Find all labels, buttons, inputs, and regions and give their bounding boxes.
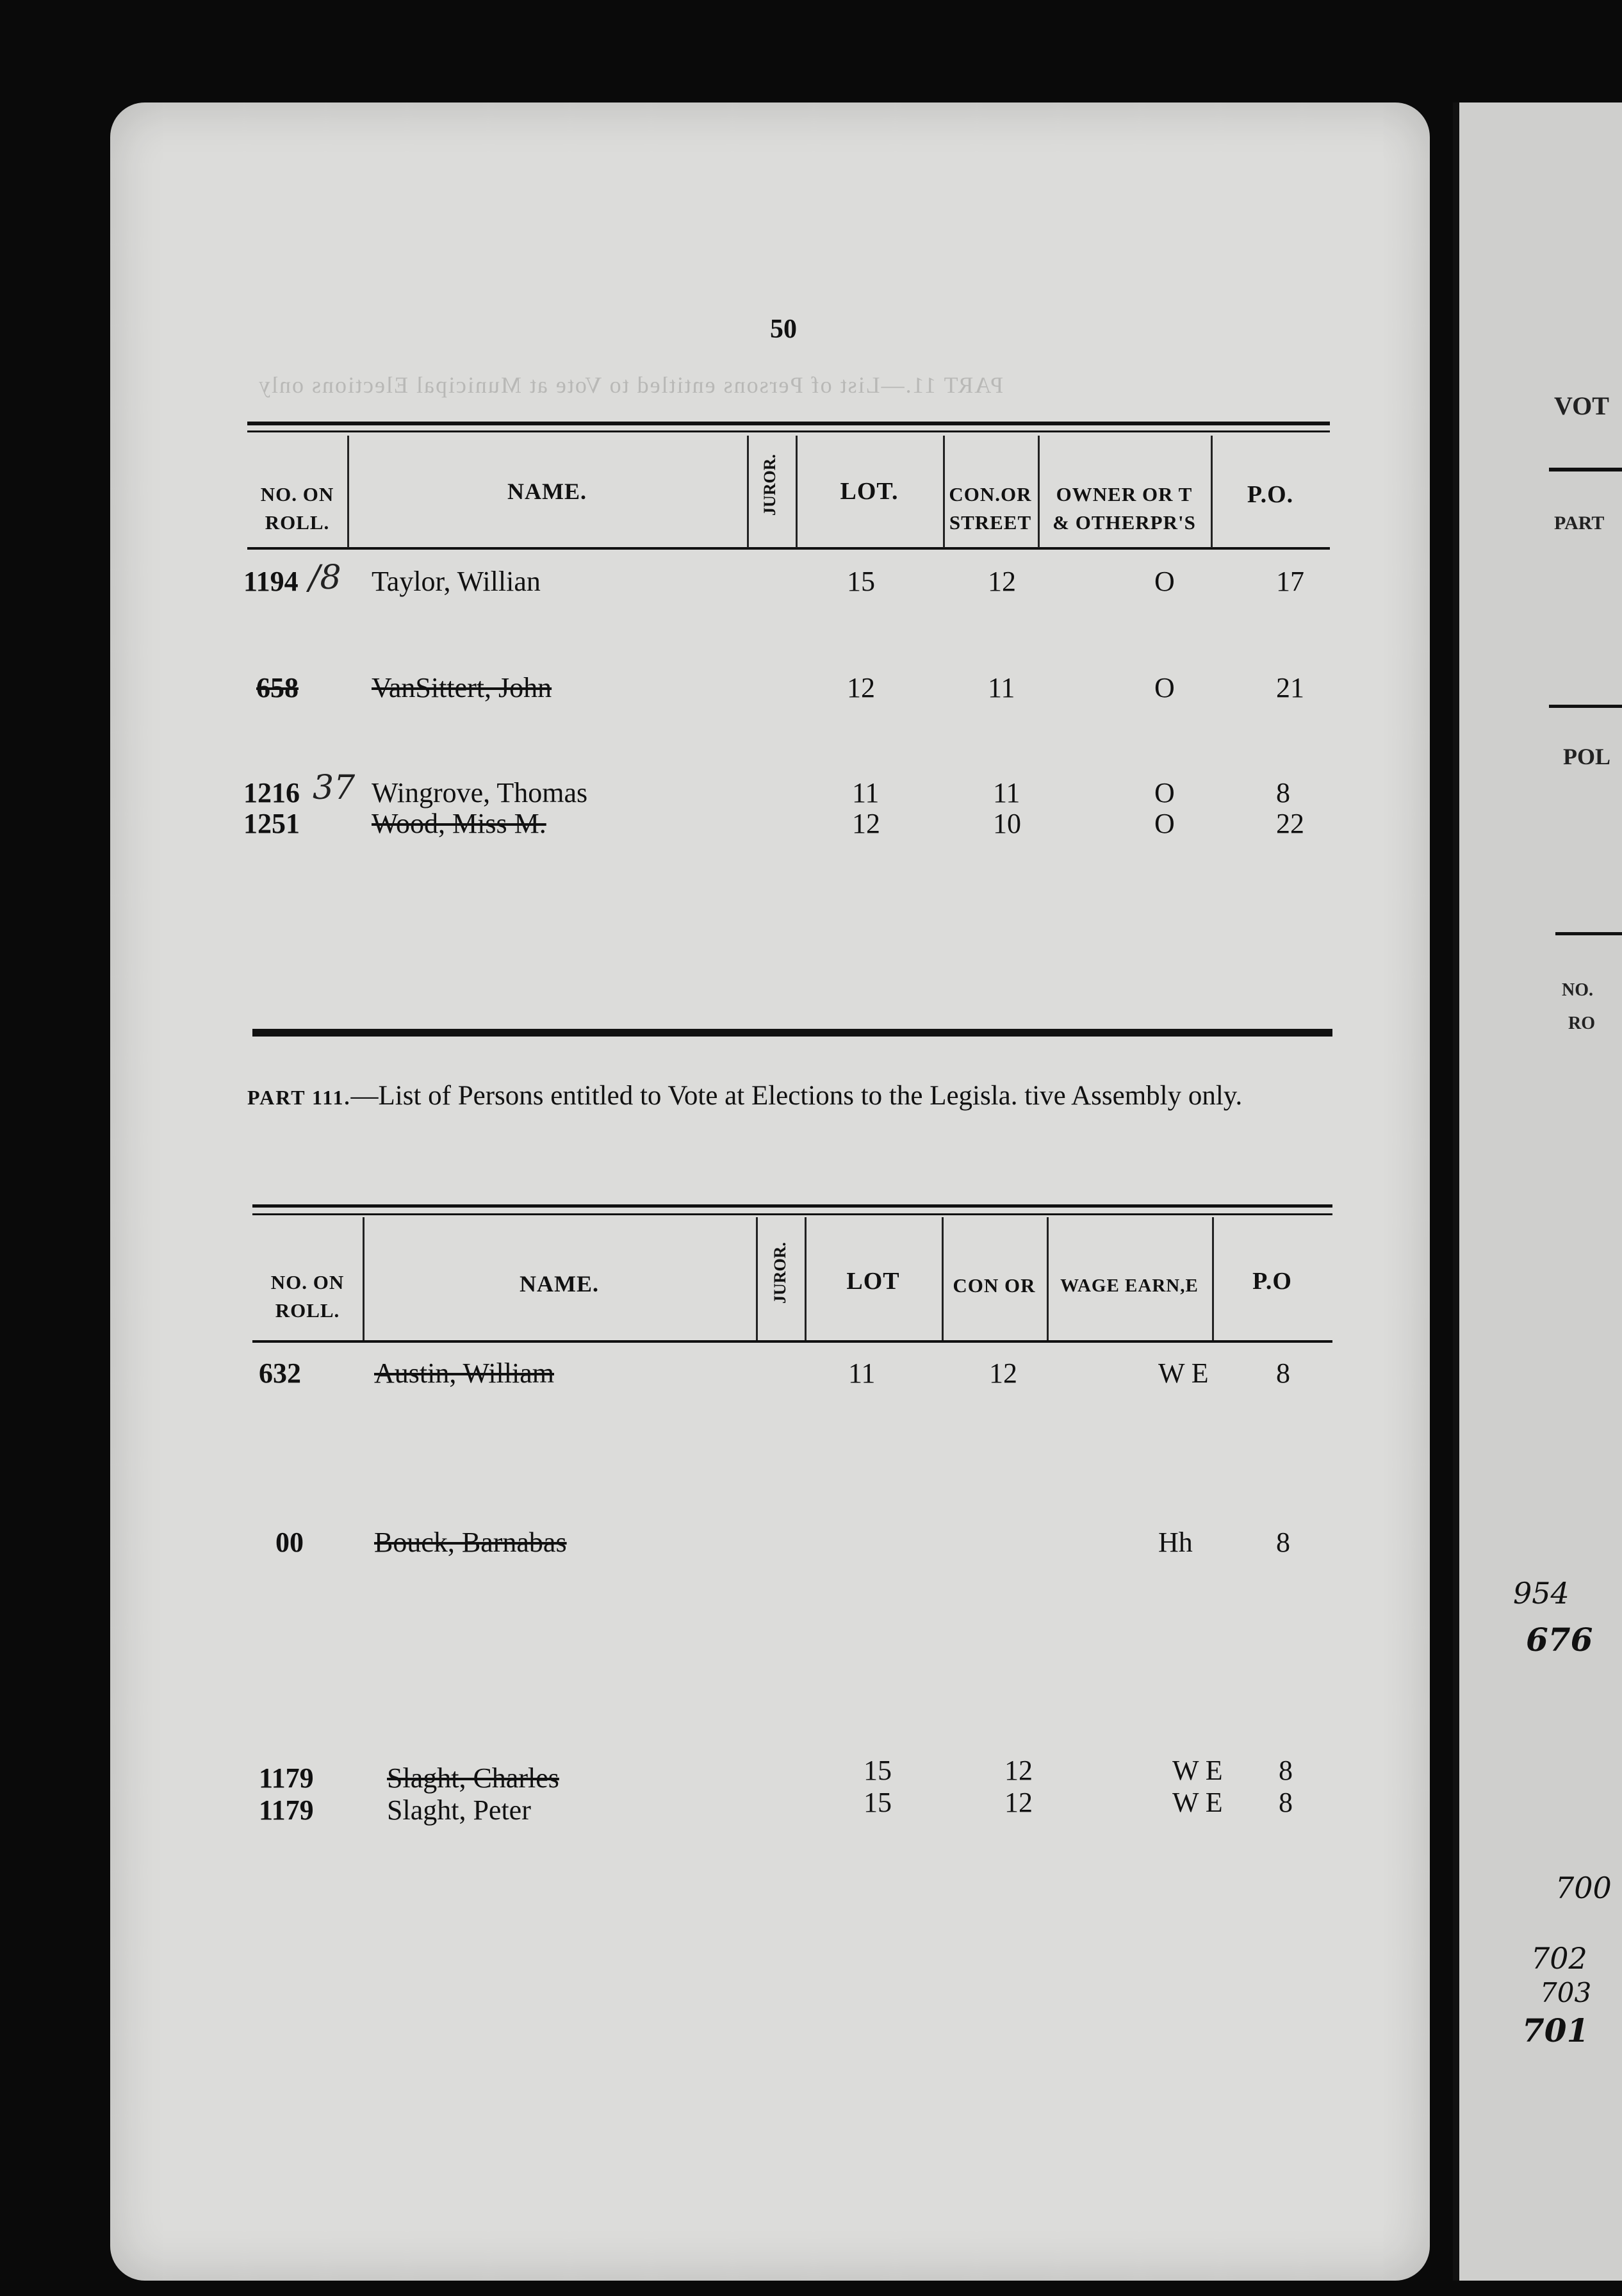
header-name: NAME. <box>507 479 587 504</box>
status-value: W E <box>1158 1357 1209 1389</box>
document-page <box>110 102 1430 2281</box>
adjacent-rule <box>1549 705 1622 708</box>
lot-value: 15 <box>847 566 875 597</box>
voter-name: Taylor, Willian <box>372 566 541 597</box>
con-value: 12 <box>988 566 1016 597</box>
roll-number: 1194 <box>243 566 299 597</box>
roll-number: 1251 <box>243 808 300 839</box>
header-con: CON.OR STREET <box>949 483 1032 534</box>
adjacent-no: NO. <box>1562 980 1593 1000</box>
header-po: P.O <box>1252 1268 1292 1295</box>
adjacent-rule <box>1555 932 1622 935</box>
part3-title: PART 111.—List of Persons entitled to Vote at Elections to the Legisla. tive Assembly only. <box>247 1081 1243 1111</box>
status-value: O <box>1154 777 1175 808</box>
voter-name: Wood, Miss M. <box>372 808 546 839</box>
voter-name: Austin, William <box>374 1357 554 1389</box>
po-value: 22 <box>1276 808 1304 839</box>
con-value: 12 <box>989 1357 1017 1389</box>
adjacent-rule <box>1549 468 1622 472</box>
po-value: 17 <box>1276 566 1304 597</box>
con-value: 11 <box>988 672 1015 703</box>
adjacent-pol: POL <box>1563 744 1611 769</box>
page-number: 50 <box>770 315 797 344</box>
margin-note: 703 <box>1540 1977 1592 2008</box>
margin-note: 702 <box>1531 1941 1587 1976</box>
roll-number: 1179 <box>259 1794 314 1826</box>
header-no-on-roll: NO. ON ROLL. <box>270 1271 345 1322</box>
handwritten-note: 37 <box>313 769 356 807</box>
voter-name: Slaght, Peter <box>387 1794 531 1826</box>
roll-number: 658 <box>256 672 299 703</box>
status-value: Hh <box>1158 1527 1193 1558</box>
voter-name: Wingrove, Thomas <box>372 777 588 808</box>
table1-header-rule <box>247 547 1330 550</box>
header-juror: JUROR. <box>760 454 779 516</box>
voter-name: Slaght, Charles <box>387 1762 559 1794</box>
lot-value: 15 <box>864 1755 892 1786</box>
margin-note: 954 <box>1513 1576 1569 1611</box>
table2-top-rule <box>252 1204 1332 1208</box>
header-po: P.O. <box>1247 481 1294 508</box>
voter-name: VanSittert, John <box>372 672 552 703</box>
adjacent-ro: RO <box>1568 1013 1595 1033</box>
lot-value: 11 <box>852 777 880 808</box>
voter-name: Bouck, Barnabas <box>374 1527 567 1558</box>
roll-number: 632 <box>259 1357 301 1389</box>
po-value: 8 <box>1279 1787 1293 1818</box>
handwritten-note: /8 <box>309 559 341 597</box>
roll-number: 1216 <box>243 777 300 808</box>
table2-top-rule-thin <box>252 1213 1332 1215</box>
bleed-through-text: PART 11.—List of Persons entitled to Vote at Municipal Elections only <box>258 372 1004 398</box>
header-name: NAME. <box>520 1271 599 1297</box>
table2-header-rule <box>252 1340 1332 1343</box>
status-value: W E <box>1172 1755 1223 1786</box>
adjacent-header: VOT <box>1554 391 1609 420</box>
col-divider <box>756 1217 758 1340</box>
header-wage: WAGE EARN,E <box>1060 1275 1199 1296</box>
status-value: O <box>1154 672 1175 703</box>
con-value: 11 <box>993 777 1020 808</box>
po-value: 21 <box>1276 672 1304 703</box>
con-value: 12 <box>1004 1755 1033 1786</box>
lot-value: 11 <box>848 1357 876 1389</box>
margin-note: 676 <box>1526 1621 1593 1659</box>
con-value: 10 <box>993 808 1021 839</box>
po-value: 8 <box>1276 1527 1290 1558</box>
adjacent-part: PART <box>1554 512 1605 534</box>
status-value: W E <box>1172 1787 1223 1818</box>
con-value: 12 <box>1004 1787 1033 1818</box>
margin-note: 701 <box>1522 2012 1589 2049</box>
status-value: O <box>1154 566 1175 597</box>
section-divider <box>252 1029 1332 1037</box>
lot-value: 15 <box>864 1787 892 1818</box>
po-value: 8 <box>1276 1357 1290 1389</box>
col-divider <box>747 436 749 548</box>
po-value: 8 <box>1276 777 1290 808</box>
roll-number: 1179 <box>259 1762 314 1794</box>
table1-top-rule <box>247 422 1330 425</box>
header-lot: LOT. <box>840 478 899 505</box>
header-con: CON OR <box>953 1274 1036 1297</box>
lot-value: 12 <box>852 808 880 839</box>
status-value: O <box>1154 808 1175 839</box>
table1-top-rule-thin <box>247 430 1330 432</box>
margin-note: 700 <box>1555 1871 1612 1905</box>
header-juror: JUROR. <box>771 1242 789 1304</box>
po-value: 8 <box>1279 1755 1293 1786</box>
lot-value: 12 <box>847 672 875 703</box>
roll-number: 00 <box>275 1527 304 1558</box>
header-lot: LOT <box>846 1268 900 1295</box>
header-owner: OWNER OR T & OTHERPR'S <box>1053 483 1196 534</box>
header-no-on-roll: NO. ON ROLL. <box>260 483 334 534</box>
